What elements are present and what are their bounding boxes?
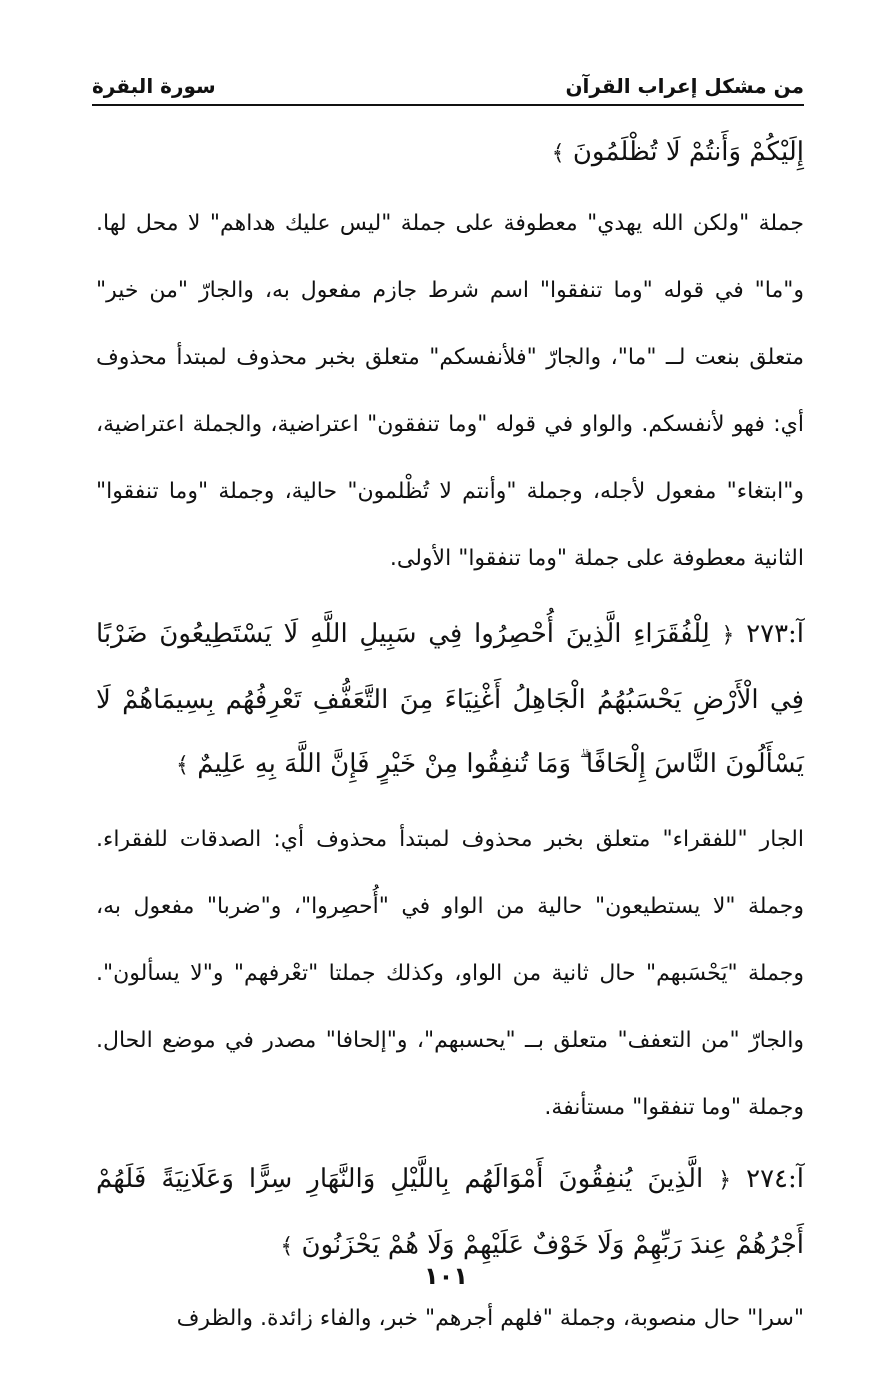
verse-273-label: آ:٢٧٣ [746, 619, 805, 649]
surah-name: سورة البقرة [92, 74, 216, 98]
book-title: من مشكل إعراب القرآن [565, 74, 804, 98]
verse-273-open-marker: ﴿ [721, 623, 735, 648]
verse-274 [96, 1147, 804, 1279]
verse-273 [96, 602, 804, 798]
verse-274-close-marker: ﴾ [280, 1234, 294, 1259]
commentary-paragraph-3: "سرا" حال منصوبة، وجملة "فلهم أجرهم" خبر، والفاء زائدة. والظرف [176, 1306, 804, 1331]
verse-end-marker: ﴾ [551, 141, 565, 166]
verse-continuation-text: إِلَيْكُمْ وَأَنتُمْ لَا تُظْلَمُونَ [572, 137, 804, 167]
page-number: ١٠١ [424, 1262, 468, 1290]
verse-274-label: آ:٢٧٤ [746, 1164, 805, 1194]
header-divider [92, 104, 804, 106]
page-header [92, 58, 804, 104]
verse-274-open-marker: ﴿ [718, 1168, 732, 1193]
commentary-paragraph-2: الجار "للفقراء" متعلق بخبر محذوف لمبتدأ محذوف أي: الصدقات للفقراء. وجملة "لا يستطيعون" حالية من الواو في "أُحصِروا"، و"ضربا" مفعول به، وجملة "يَحْسَبهم" حال ثانية من الواو، وكذلك جملتا "تعْرفهم" و"لا يسألون". والجارّ "من التعفف" متعلق بــ "يحسبهم"، و"إلحافا" مصدر في موضع الحال. وجملة "وما تنفقوا" مستأنفة. [96, 827, 804, 1120]
verse-273-close-marker: ﴾ [176, 753, 189, 778]
verse-274-text: الَّذِينَ يُنفِقُونَ أَمْوَالَهُم بِاللَّيْلِ وَالنَّهَارِ سِرًّا وَعَلَانِيَةً فَلَهُمْ أَجْرُهُمْ عِندَ رَبِّهِمْ وَلَا خَوْفٌ عَلَيْهِمْ وَلَا هُمْ يَحْزَنُونَ [96, 1164, 804, 1260]
verse-273-text: لِلْفُقَرَاءِ الَّذِينَ أُحْصِرُوا فِي سَبِيلِ اللَّهِ لَا يَسْتَطِيعُونَ ضَرْبًا فِي الْأَرْضِ يَحْسَبُهُمُ الْجَاهِلُ أَغْنِيَاءَ مِنَ التَّعَفُّفِ تَعْرِفُهُم بِسِيمَاهُمْ لَا يَسْأَلُونَ النَّاسَ إِلْحَافًا ۗ وَمَا تُنفِقُوا مِنْ خَيْرٍ فَإِنَّ اللَّهَ بِهِ عَلِيمٌ [96, 619, 804, 779]
commentary-paragraph-1: جملة "ولكن الله يهدي" معطوفة على جملة "ليس عليك هداهم" لا محل لها. و"ما" في قوله "وما تنفقوا" اسم شرط جازم مفعول به، والجارّ "من خير" متعلق بنعت لــ "ما"، والجارّ "فلأنفسكم" متعلق بخبر محذوف لمبتدأ محذوف أي: فهو لأنفسكم. والواو في قوله "وما تنفقون" اعتراضية، والجملة اعتراضية، و"ابتغاء" مفعول لأجله، وجملة "وأنتم لا تُظْلمون" حالية، وجملة "وما تنفقوا" الثانية معطوفة على جملة "وما تنفقوا" الأولى. [96, 211, 804, 571]
verse-continuation [96, 120, 804, 186]
page-content [96, 118, 804, 1352]
